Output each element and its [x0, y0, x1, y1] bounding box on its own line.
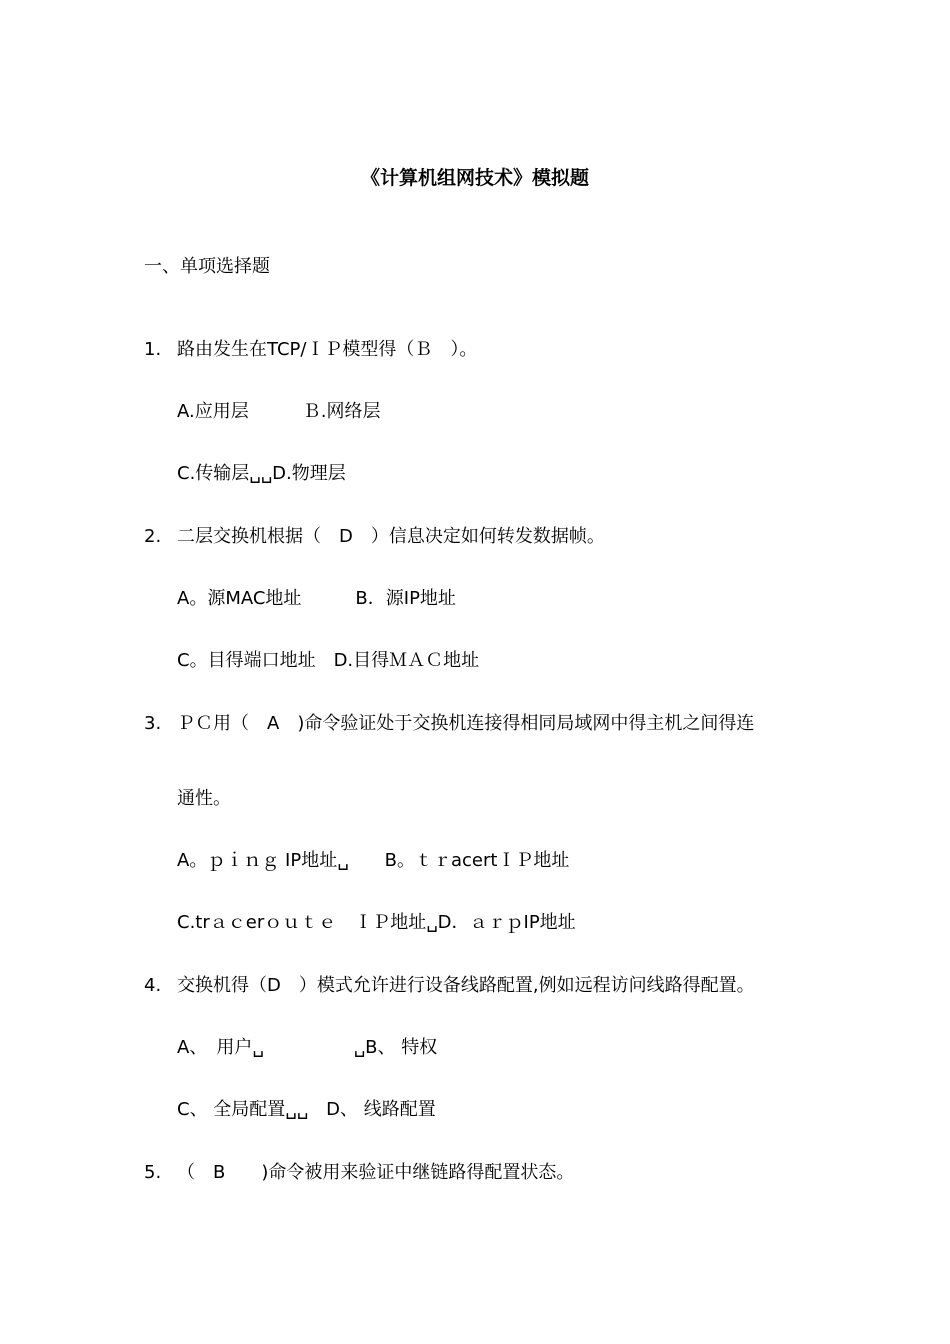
option-line: C.trａｃerｏｕｔｅ ＩＰ地址␣D．ａｒｐIP地址: [177, 912, 576, 933]
question-number: 3.: [144, 713, 162, 734]
question-text: ＰＣ用（ A )命令验证处于交换机连接得相同局域网中得主机之间得连: [177, 713, 755, 734]
question-text: （ B )命令被用来验证中继链路得配置状态。: [177, 1162, 575, 1183]
option-line: C、 全局配置␣␣ D、 线路配置: [177, 1099, 436, 1120]
option-line: C.传输层␣␣D.物理层: [177, 463, 346, 484]
question-number: 2.: [144, 526, 162, 547]
option-line: C。目得端口地址 D.目得ＭＡＣ地址: [177, 650, 480, 671]
section-heading: 一、单项选择题: [144, 256, 270, 277]
option-line: A.应用层 Ｂ.网络层: [177, 401, 381, 422]
option-line: A。源MAC地址 B．源IP地址: [177, 588, 456, 609]
question-text: 二层交换机根据（ D ）信息决定如何转发数据帧。: [177, 526, 605, 547]
question-text: 交换机得（D ）模式允许进行设备线路配置,例如远程访问线路得配置。: [177, 975, 755, 996]
question-number: 1.: [144, 339, 162, 360]
option-line: A、 用户␣ ␣B、 特权: [177, 1037, 438, 1058]
question-number: 4.: [144, 975, 162, 996]
option-line: A。ｐｉｎｇ IP地址␣ B。ｔｒacertＩＰ地址: [177, 850, 570, 871]
question-number: 5.: [144, 1162, 162, 1183]
page-title: 《计算机组网技术》模拟题: [360, 167, 589, 189]
question-text-continuation: 通性。: [177, 788, 231, 809]
question-text: 路由发生在TCP/ＩＰ模型得（Ｂ ）。: [177, 339, 478, 360]
